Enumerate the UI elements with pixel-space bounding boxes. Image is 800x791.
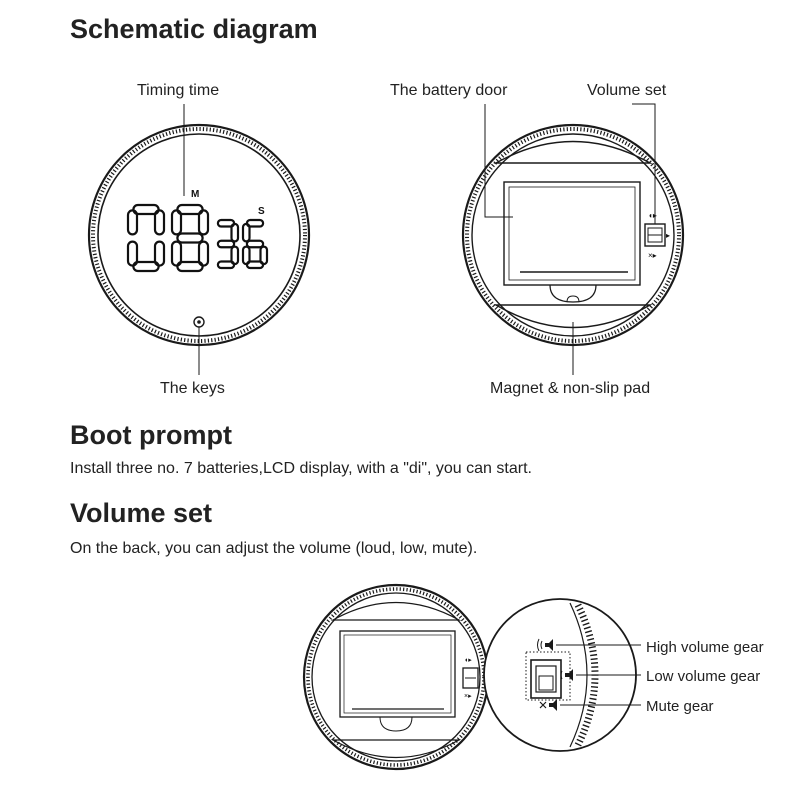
- lcd-segment: [218, 241, 234, 248]
- svg-text:▸: ▸: [666, 231, 671, 240]
- lcd-segment: [218, 262, 234, 269]
- lcd-segment: [261, 247, 268, 265]
- svg-text:◖▸: ◖▸: [464, 657, 472, 664]
- volume-set-label: Volume set: [587, 82, 667, 99]
- minute-unit-text: M: [191, 189, 200, 200]
- lcd-segment: [232, 224, 239, 242]
- lcd-segment: [247, 241, 263, 248]
- boot-prompt-text: Install three no. 7 batteries,LCD display, with a "di", you can start.: [70, 460, 532, 477]
- boot-prompt-heading: Boot prompt: [70, 420, 232, 450]
- svg-text:◖▸: ◖▸: [648, 211, 657, 220]
- lcd-segment: [177, 234, 202, 243]
- lcd-seconds-digits: [218, 220, 267, 268]
- volume-set-text: On the back, you can adjust the volume (loud, low, mute).: [70, 540, 478, 557]
- timing-time-label: Timing time: [137, 82, 220, 99]
- volume-detail-device: [304, 585, 488, 769]
- the-keys-label: The keys: [160, 380, 225, 397]
- svg-text:×▸: ×▸: [464, 693, 472, 700]
- battery-door-label: The battery door: [390, 82, 508, 99]
- low-volume-gear-label: Low volume gear: [646, 668, 761, 685]
- second-unit-text: S: [258, 206, 265, 217]
- high-volume-gear-label: High volume gear: [646, 639, 764, 656]
- key-button-icon: [194, 317, 204, 327]
- volume-leader-line: [632, 104, 655, 224]
- lcd-display: [128, 189, 267, 271]
- svg-text:×▸: ×▸: [648, 251, 657, 260]
- volume-set-heading: Volume set: [70, 498, 213, 528]
- front-timer-device: [89, 125, 309, 345]
- schematic-heading: Schematic diagram: [70, 14, 318, 44]
- lcd-minutes-digits: [128, 205, 208, 271]
- lcd-segment: [243, 224, 250, 242]
- magnet-pad-label: Magnet & non-slip pad: [490, 380, 651, 397]
- mute-gear-label: Mute gear: [646, 698, 714, 715]
- back-timer-device: [463, 125, 683, 345]
